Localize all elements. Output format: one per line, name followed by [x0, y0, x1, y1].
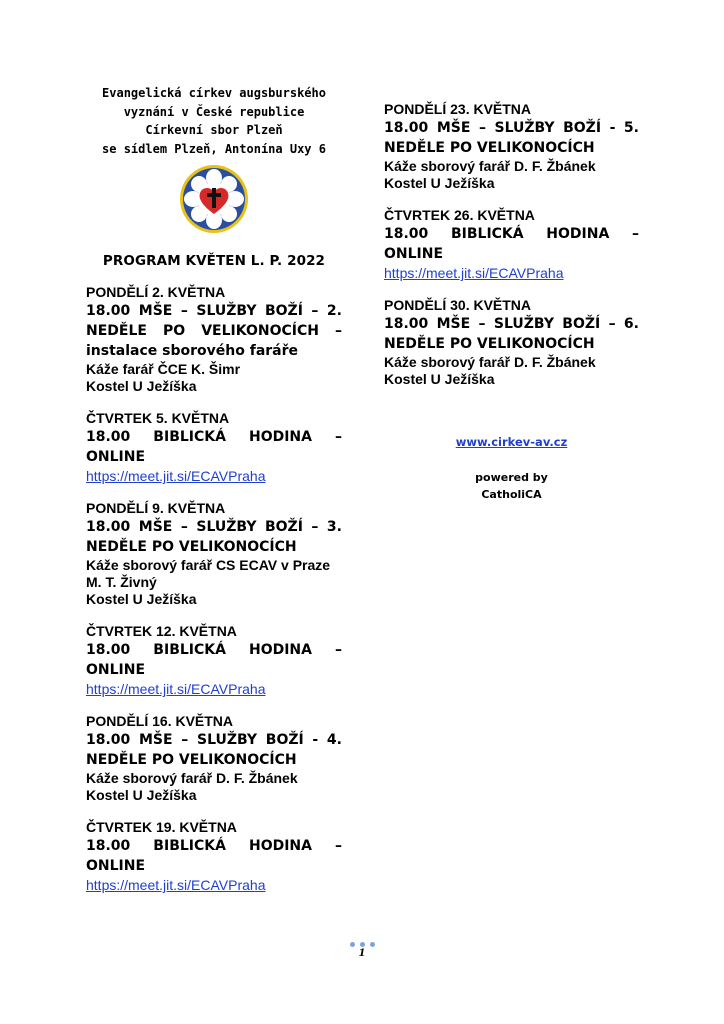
- event-day: ČTVRTEK 26. KVĚTNA: [384, 207, 535, 223]
- event-detail: Kostel U Ježíška: [384, 175, 495, 191]
- luther-rose-seal-icon: [179, 164, 249, 234]
- event-block: [384, 296, 639, 388]
- event-title: 18.00 BIBLICKÁ HODINA – ONLINE: [86, 838, 342, 874]
- event-title: 18.00 MŠE – SLUŽBY BOŽÍ – 2. NEDĚLE PO VELIKONOCÍCH – instalace sborového faráře: [86, 303, 342, 359]
- event-day: ČTVRTEK 19. KVĚTNA: [86, 819, 237, 835]
- event-day: ČTVRTEK 12. KVĚTNA: [86, 623, 237, 639]
- organization-header: [86, 84, 342, 158]
- event-detail: Káže sborový farář CS ECAV v Praze M. T. Živný: [86, 557, 331, 590]
- event-detail: Káže farář ČCE K. Šimr: [86, 361, 241, 377]
- org-line: se sídlem Plzeň, Antonína Uxy 6: [102, 141, 326, 156]
- event-title: 18.00 BIBLICKÁ HODINA – ONLINE: [86, 429, 342, 465]
- powered-by-label: powered by: [475, 471, 548, 484]
- org-line: Církevní sbor Plzeň: [145, 123, 283, 137]
- right-event-list: [384, 100, 639, 388]
- meeting-link[interactable]: https://meet.jit.si/ECAVPraha: [384, 265, 564, 281]
- powered-by: [384, 469, 639, 503]
- page-footer: [349, 942, 375, 959]
- meeting-link[interactable]: https://meet.jit.si/ECAVPraha: [86, 681, 266, 697]
- org-line: vyznání v České republice: [123, 104, 305, 119]
- website-link[interactable]: www.cirkev-av.cz: [455, 435, 568, 449]
- event-title: 18.00 MŠE – SLUŽBY BOŽÍ - 4. NEDĚLE PO VELIKONOCÍCH: [86, 732, 342, 768]
- event-title: 18.00 MŠE – SLUŽBY BOŽÍ – 3. NEDĚLE PO VELIKONOCÍCH: [86, 519, 342, 555]
- event-title: 18.00 BIBLICKÁ HODINA – ONLINE: [384, 226, 639, 262]
- event-block: [86, 283, 342, 395]
- event-detail: Káže sborový farář D. F. Žbánek: [86, 770, 298, 786]
- event-day: PONDĚLÍ 30. KVĚTNA: [384, 297, 532, 313]
- event-day: ČTVRTEK 5. KVĚTNA: [86, 410, 230, 426]
- left-column: [86, 84, 342, 908]
- left-event-list: [86, 283, 342, 894]
- event-title: 18.00 BIBLICKÁ HODINA – ONLINE: [86, 642, 342, 678]
- event-block: [86, 409, 342, 485]
- page-number: 1: [358, 948, 366, 959]
- powered-by-name: CatholiCA: [481, 488, 542, 501]
- event-block: [384, 206, 639, 282]
- event-block: [86, 622, 342, 698]
- event-detail: Káže sborový farář D. F. Žbánek: [384, 158, 596, 174]
- event-block: [86, 818, 342, 894]
- event-detail: Kostel U Ježíška: [86, 591, 197, 607]
- event-block: [86, 499, 342, 608]
- event-day: PONDĚLÍ 9. KVĚTNA: [86, 500, 226, 516]
- event-block: [384, 100, 639, 192]
- program-title: PROGRAM KVĚTEN L. P. 2022: [102, 253, 326, 269]
- meeting-link[interactable]: https://meet.jit.si/ECAVPraha: [86, 468, 266, 484]
- event-detail: Kostel U Ježíška: [86, 787, 197, 803]
- website-block: [384, 433, 639, 451]
- event-detail: Kostel U Ježíška: [86, 378, 197, 394]
- event-day: PONDĚLÍ 16. KVĚTNA: [86, 713, 234, 729]
- meeting-link[interactable]: https://meet.jit.si/ECAVPraha: [86, 877, 266, 893]
- event-title: 18.00 MŠE – SLUŽBY BOŽÍ - 5. NEDĚLE PO VELIKONOCÍCH: [384, 120, 639, 156]
- event-day: PONDĚLÍ 23. KVĚTNA: [384, 101, 532, 117]
- event-block: [86, 712, 342, 804]
- event-detail: Kostel U Ježíška: [384, 371, 495, 387]
- page-dots-icon: [349, 942, 375, 947]
- event-detail: Káže sborový farář D. F. Žbánek: [384, 354, 596, 370]
- event-title: 18.00 MŠE – SLUŽBY BOŽÍ – 6. NEDĚLE PO VELIKONOCÍCH: [384, 316, 639, 352]
- org-line: Evangelická církev augsburského: [102, 86, 326, 100]
- right-column: [384, 100, 639, 402]
- event-day: PONDĚLÍ 2. KVĚTNA: [86, 284, 226, 300]
